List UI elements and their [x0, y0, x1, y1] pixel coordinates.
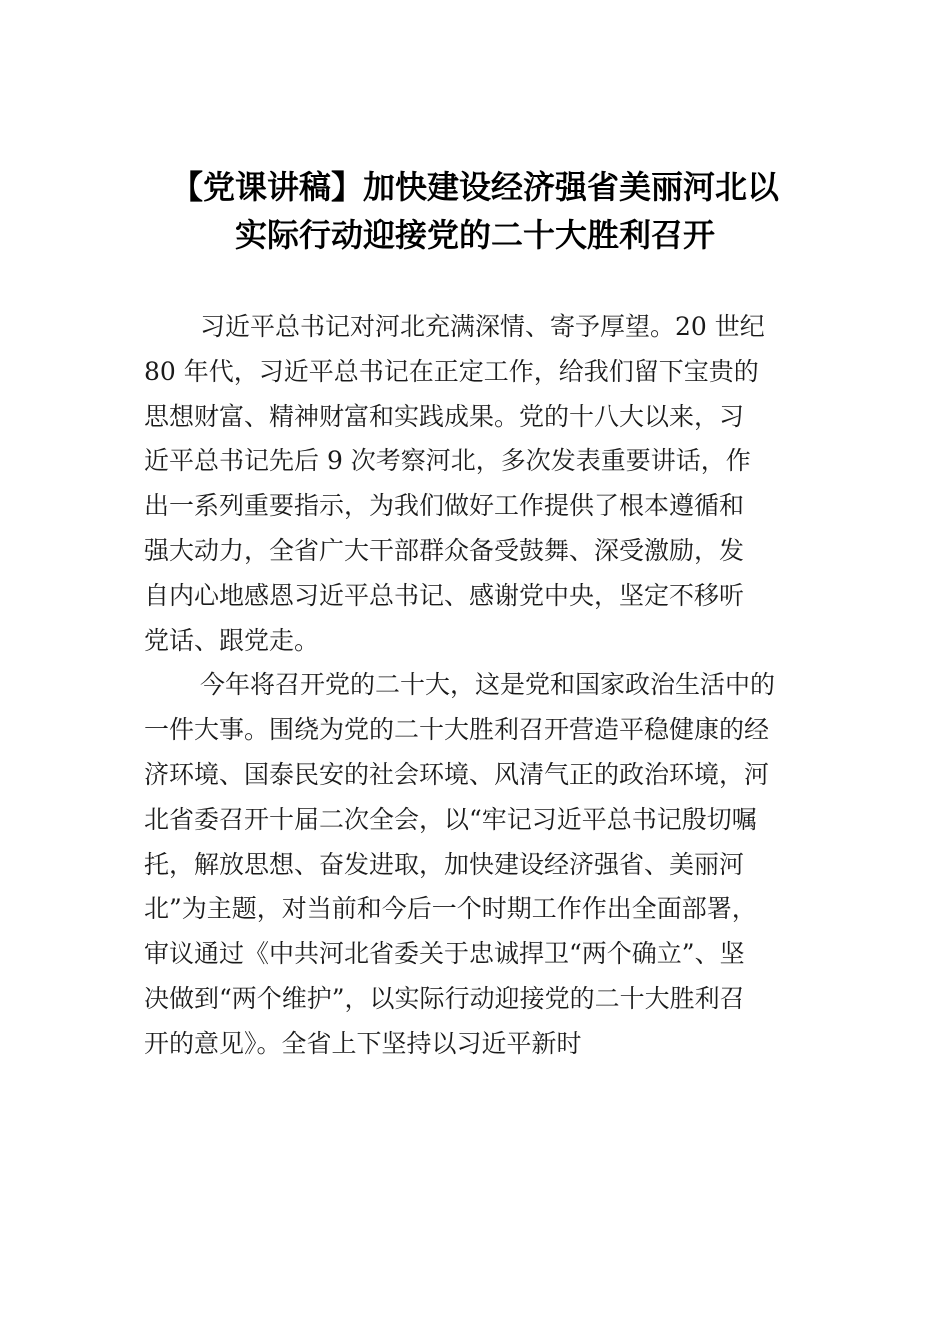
- text-line: 党话、跟党走。: [144, 625, 320, 655]
- text-line: 出一系列重要指示，为我们做好工作提供了根本遵循和: [144, 491, 745, 521]
- text-line: 一件大事。围绕为党的二十大胜利召开营造平稳健康的经: [144, 715, 770, 745]
- paragraph-1: [144, 305, 824, 663]
- text-line: 近平总书记先后 9 次考察河北，多次发表重要讲话，作: [144, 446, 751, 476]
- title-line-1: 【党课讲稿】加快建设经济强省美丽河北以: [170, 168, 779, 206]
- paragraph-2: [144, 663, 824, 1066]
- text-line: 济环境、国泰民安的社会环境、风清气正的政治环境，河: [144, 759, 770, 789]
- text-line: 决做到“两个维护”，以实际行动迎接党的二十大胜利召: [144, 983, 745, 1013]
- text-line: 自内心地感恩习近平总书记、感谢党中央，坚定不移听: [144, 580, 745, 610]
- text-line: 开的意见》。全省上下坚持以习近平新时: [144, 1028, 582, 1058]
- text-line: 习近平总书记对河北充满深情、寄予厚望。20 世纪: [200, 312, 765, 341]
- text-line: 审议通过《中共河北省委关于忠诚捍卫“两个确立”、坚: [144, 939, 745, 969]
- text-line: 北”为主题，对当前和今后一个时期工作作出全面部署，: [144, 894, 757, 924]
- document-title: [100, 163, 850, 259]
- document-body: [144, 305, 824, 1067]
- text-line: 今年将召开党的二十大，这是党和国家政治生活中的: [200, 670, 776, 700]
- title-line-2: 实际行动迎接党的二十大胜利召开: [234, 216, 715, 254]
- text-line: 北省委召开十届二次全会，以“牢记习近平总书记殷切嘱: [144, 804, 757, 834]
- text-line: 思想财富、精神财富和实践成果。党的十八大以来，习: [144, 401, 745, 431]
- text-line: 80 年代，习近平总书记在正定工作，给我们留下宝贵的: [144, 356, 759, 386]
- text-line: 强大动力，全省广大干部群众备受鼓舞、深受激励，发: [144, 535, 745, 565]
- text-line: 托，解放思想、奋发进取，加快建设经济强省、美丽河: [144, 849, 745, 879]
